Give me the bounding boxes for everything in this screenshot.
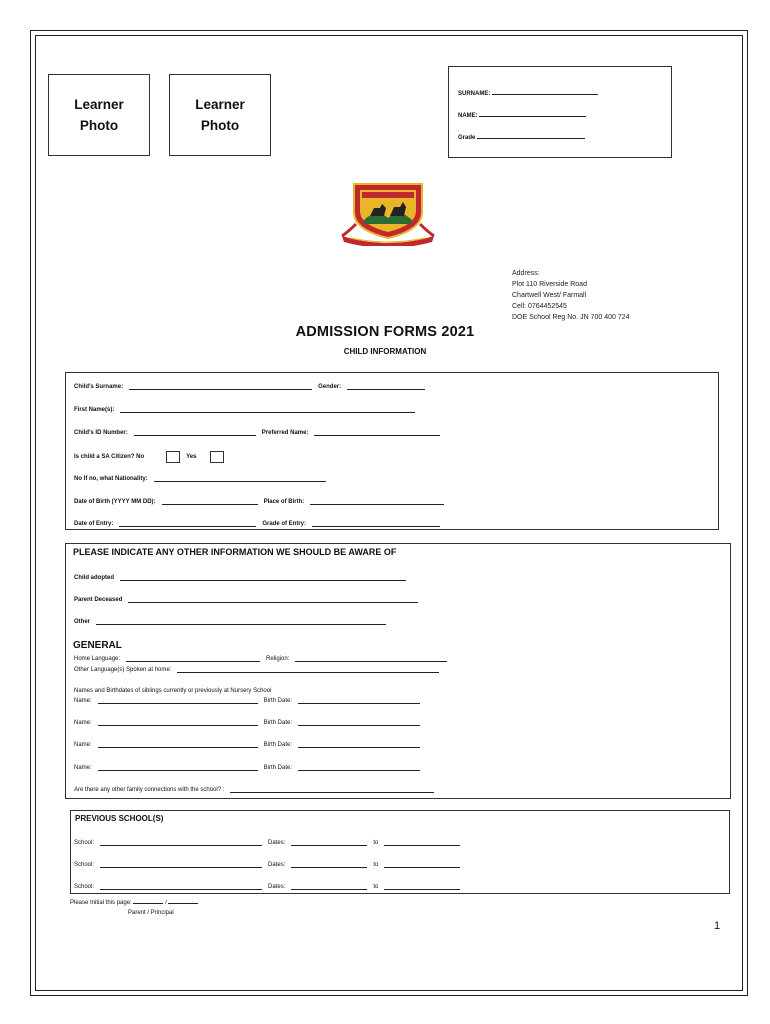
gender-label: Gender: [318,384,342,390]
previous-schools-heading: PREVIOUS SCHOOL(S) [75,814,164,823]
adopted-row[interactable] [74,575,406,581]
to-label: to [373,840,379,846]
other-language-blank[interactable] [177,667,439,673]
school-blank[interactable] [100,840,262,846]
name-line[interactable] [458,111,671,133]
school-label: School: [74,840,95,846]
other-language-row[interactable] [74,667,439,673]
first-names-row[interactable] [74,407,415,413]
child-surname-label: Child's Surname: [74,384,124,390]
dates-label: Dates: [268,884,286,890]
siblings-intro [74,688,271,694]
surname-label: SURNAME: [458,91,491,97]
sibling-row[interactable] [74,720,420,726]
sibling-name-label: Name: [74,742,92,748]
photo-label-line2: Photo [79,118,119,133]
home-language-label: Home Language: [74,656,121,662]
date-of-entry-label: Date of Entry: [74,521,114,527]
id-number-row[interactable] [74,430,440,436]
address-cell: Cell: 0764452545 [512,303,567,310]
adopted-blank[interactable] [120,575,406,581]
dob-blank[interactable] [162,499,258,505]
to-label: to [373,884,379,890]
sibling-row[interactable] [74,742,420,748]
initial-block [70,898,198,918]
page-number: 1 [714,920,721,932]
address-reg: DOE School Reg No. JN 700 400 724 [512,314,630,321]
previous-school-row[interactable] [74,884,460,890]
dates-to-blank[interactable] [384,862,460,868]
sibling-row[interactable] [74,765,420,771]
initial-who: Parent / Principal [128,910,174,916]
id-number-blank[interactable] [134,430,256,436]
siblings-intro-text: Names and Birthdates of siblings currently or previously at Nursery School [74,688,272,694]
sibling-name-blank[interactable] [98,720,258,726]
adopted-label: Child adopted [74,575,114,581]
gender-blank[interactable] [347,384,425,390]
sibling-birth-date-blank[interactable] [298,765,420,771]
nationality-label: No If no, what Nationality: [74,476,148,482]
photo-label-line1: Learner [74,97,124,112]
deceased-row[interactable] [74,597,418,603]
sibling-birth-date-blank[interactable] [298,720,420,726]
dob-label: Date of Birth (YYYY MM DD): [74,499,156,505]
sibling-name-label: Name: [74,698,92,704]
preferred-name-label: Preferred Name: [261,430,309,436]
sibling-row[interactable] [74,698,420,704]
family-connections-row[interactable] [74,787,434,793]
school-blank[interactable] [100,884,262,890]
school-label: School: [74,884,95,890]
sibling-birth-date-label: Birth Date: [263,765,293,771]
previous-school-row[interactable] [74,862,460,868]
sibling-birth-date-label: Birth Date: [263,720,293,726]
initial-slash: / [165,900,167,906]
dates-from-blank[interactable] [291,884,367,890]
family-connections-blank[interactable] [230,787,434,793]
form-title: ADMISSION FORMS 2021 [295,324,475,340]
photo-label-line1: Learner [195,97,245,112]
sibling-birth-date-blank[interactable] [298,698,420,704]
nationality-row[interactable] [74,476,326,482]
nationality-blank[interactable] [154,476,326,482]
place-of-birth-blank[interactable] [310,499,444,505]
initial-label: Please Initial this page: [70,900,132,906]
photo-label-line2: Photo [200,118,240,133]
dates-to-blank[interactable] [384,884,460,890]
school-address [512,268,630,323]
entry-row[interactable] [74,521,440,527]
other-label: Other [74,619,91,625]
sibling-birth-date-label: Birth Date: [263,698,293,704]
learner-photo-box-1[interactable] [48,74,150,156]
citizen-yes-label: Yes [186,454,197,460]
id-number-label: Child's ID Number: [74,430,128,436]
religion-label: Religion: [266,656,290,662]
sibling-name-blank[interactable] [98,765,258,771]
dates-from-blank[interactable] [291,862,367,868]
child-surname-row[interactable] [74,384,425,390]
first-names-label: First Name(s): [74,407,115,413]
address-line2: Chartwell West/ Farmall [512,292,587,299]
learner-id-box [448,66,672,158]
dates-to-blank[interactable] [384,840,460,846]
place-of-birth-label: Place of Birth: [263,499,305,505]
date-of-entry-blank[interactable] [119,521,256,527]
grade-label: Grade [458,135,476,141]
religion-blank[interactable] [295,656,447,662]
principal-initial-blank[interactable] [168,898,198,904]
citizen-yes-checkbox[interactable] [210,451,224,463]
initial-line[interactable] [70,898,198,908]
other-language-label: Other Language(s) Spoken at home: [74,667,172,673]
dob-row[interactable] [74,499,444,505]
address-label: Address: [512,270,540,277]
grade-line[interactable] [458,133,671,155]
dates-label: Dates: [268,840,286,846]
child-surname-blank[interactable] [129,384,312,390]
preferred-name-blank[interactable] [314,430,440,436]
first-names-blank[interactable] [120,407,415,413]
citizen-label: Is child a SA Citizen? No [74,454,145,460]
other-blank[interactable] [96,619,386,625]
general-heading: GENERAL [73,640,122,651]
school-crest-logo [340,178,436,246]
deceased-blank[interactable] [128,597,418,603]
home-language-blank[interactable] [126,656,260,662]
sibling-name-blank[interactable] [98,698,258,704]
address-line1: Plot 110 Riverside Road [512,281,587,288]
citizen-no-checkbox[interactable] [166,451,180,463]
home-language-row[interactable] [74,656,447,662]
other-info-heading: PLEASE INDICATE ANY OTHER INFORMATION WE SHOULD BE AWARE OF [73,547,397,557]
previous-school-row[interactable] [74,840,460,846]
school-blank[interactable] [100,862,262,868]
parent-initial-blank[interactable] [133,898,163,904]
surname-line[interactable] [458,89,671,111]
name-label: NAME: [458,113,478,119]
dates-label: Dates: [268,862,286,868]
form-subtitle: CHILD INFORMATION [343,347,427,356]
name-blank[interactable] [479,111,586,117]
grade-blank[interactable] [477,133,585,139]
deceased-label: Parent Deceased [74,597,123,603]
previous-schools-section [70,810,730,894]
learner-photo-box-2[interactable] [169,74,271,156]
grade-of-entry-label: Grade of Entry: [262,521,307,527]
grade-of-entry-blank[interactable] [312,521,440,527]
sibling-name-blank[interactable] [98,742,258,748]
school-label: School: [74,862,95,868]
dates-from-blank[interactable] [291,840,367,846]
sibling-birth-date-label: Birth Date: [263,742,293,748]
other-row[interactable] [74,619,386,625]
surname-blank[interactable] [492,89,598,95]
citizen-row [74,451,230,463]
sibling-name-label: Name: [74,765,92,771]
family-connections-label: Are there any other family connections with the school? : [74,787,225,793]
to-label: to [373,862,379,868]
sibling-name-label: Name: [74,720,92,726]
sibling-birth-date-blank[interactable] [298,742,420,748]
